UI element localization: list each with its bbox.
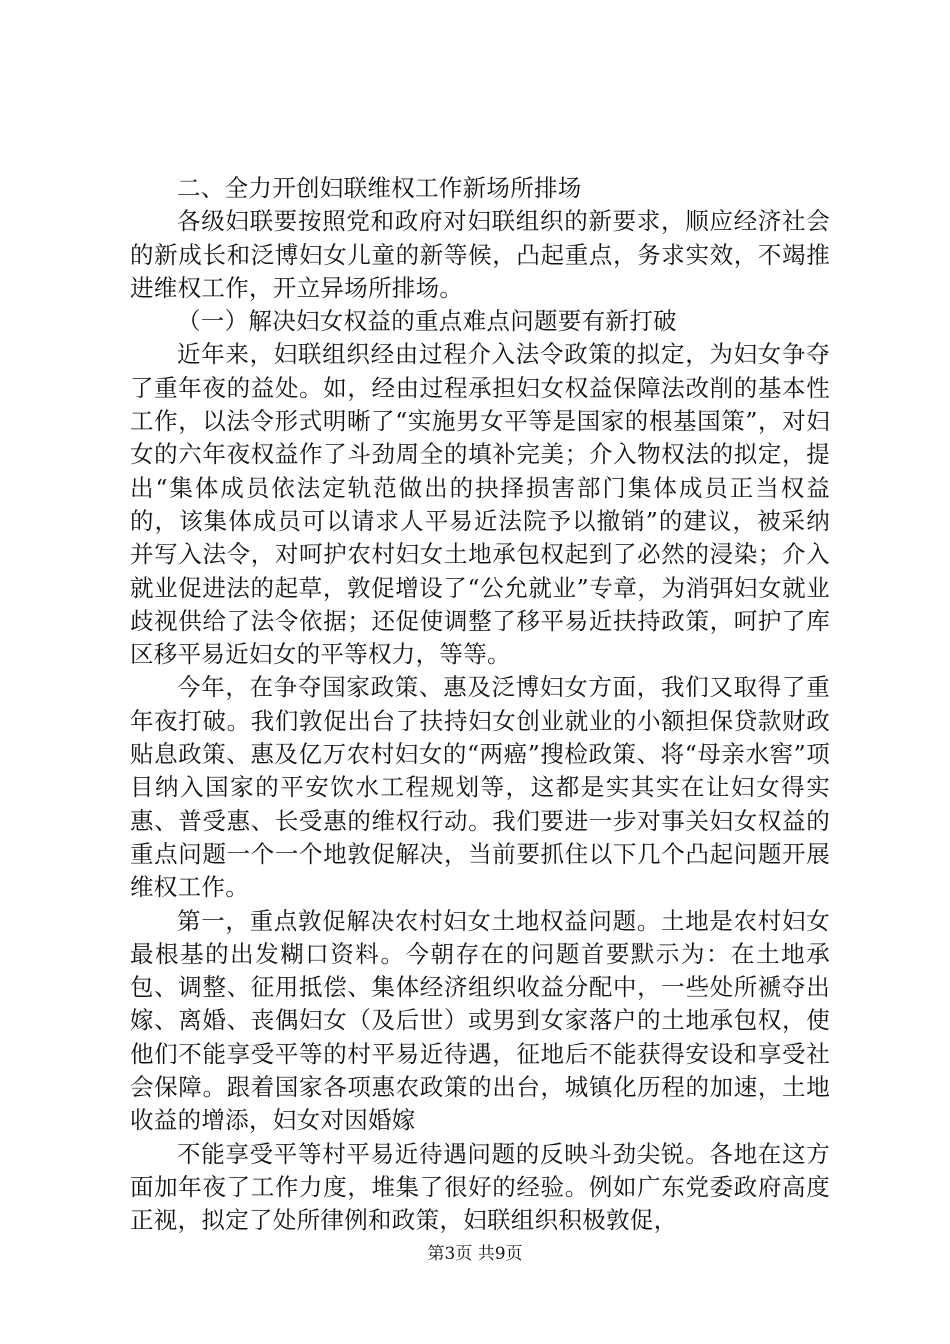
subsection-title: （一）解决妇女权益的重点难点问题要有新打破	[177, 307, 677, 336]
intro-paragraph: 各级妇联要按照党和政府对妇联组织的新要求，顺应经济社会的新成长和泛博妇女儿童的新等候，凸起重点，务求实效，不竭推进维权工作，开立异场所排场。	[130, 207, 830, 302]
page-footer: 第3页 共9页	[427, 1244, 523, 1264]
body-paragraph: 不能享受平等村平易近待遇问题的反映斗劲尖锐。各地在这方面加年夜了工作力度，堆集了很好的经验。例如广东党委政府高度正视，拟定了处所律例和政策，妇联组织积极敦促，	[130, 1139, 830, 1235]
section-title: 二、全力开创妇联维权工作新场所排场	[177, 174, 582, 202]
document-body	[130, 172, 830, 1238]
body-paragraph: 第一，重点敦促解决农村妇女土地权益问题。土地是农村妇女最根基的出发糊口资料。今朝存在的问题首要默示为：在土地承包、调整、征用抵偿、集体经济组织收益分配中，一些处所褫夺出嫁、离婚、丧偶妇女（及后世）或男到女家落户的土地承包权，使他们不能享受平等的村平易近待遇，征地后不能获得安设和享受社会保障。跟着国家各项惠农政策的出台，城镇化历程的加速，土地收益的增添，妇女对因婚嫁	[130, 906, 830, 1135]
body-paragraph: 今年，在争夺国家政策、惠及泛博妇女方面，我们又取得了重年夜打破。我们敦促出台了扶持妇女创业就业的小额担保贷款财政贴息政策、惠及亿万农村妇女的“两癌”搜检政策、将“母亲水窖”项目纳入国家的平安饮水工程规划等，这都是实其实在让妇女得实惠、普受惠、长受惠的维权行动。我们要进一步对事关妇女权益的重点问题一个一个地敦促解决，当前要抓住以下几个凸起问题开展维权工作。	[130, 673, 830, 902]
body-paragraph: 近年来，妇联组织经由过程介入法令政策的拟定，为妇女争夺了重年夜的益处。如，经由过程承担妇女权益保障法改削的基本性工作，以法令形式明晰了“实施男女平等是国家的根基国策”，对妇女的六年夜权益作了斗劲周全的填补完美；介入物权法的拟定，提出“集体成员依法定轨范做出的抉择损害部门集体成员正当权益的，该集体成员可以请求人平易近法院予以撤销”的建议，被采纳并写入法令，对呵护农村妇女土地承包权起到了必然的浸染；介入就业促进法的起草，敦促增设了“公允就业”专章，为消弭妇女就业歧视供给了法令依据；还促使调整了移平易近扶持政策，呵护了库区移平易近妇女的平等权力，等等。	[130, 340, 830, 669]
